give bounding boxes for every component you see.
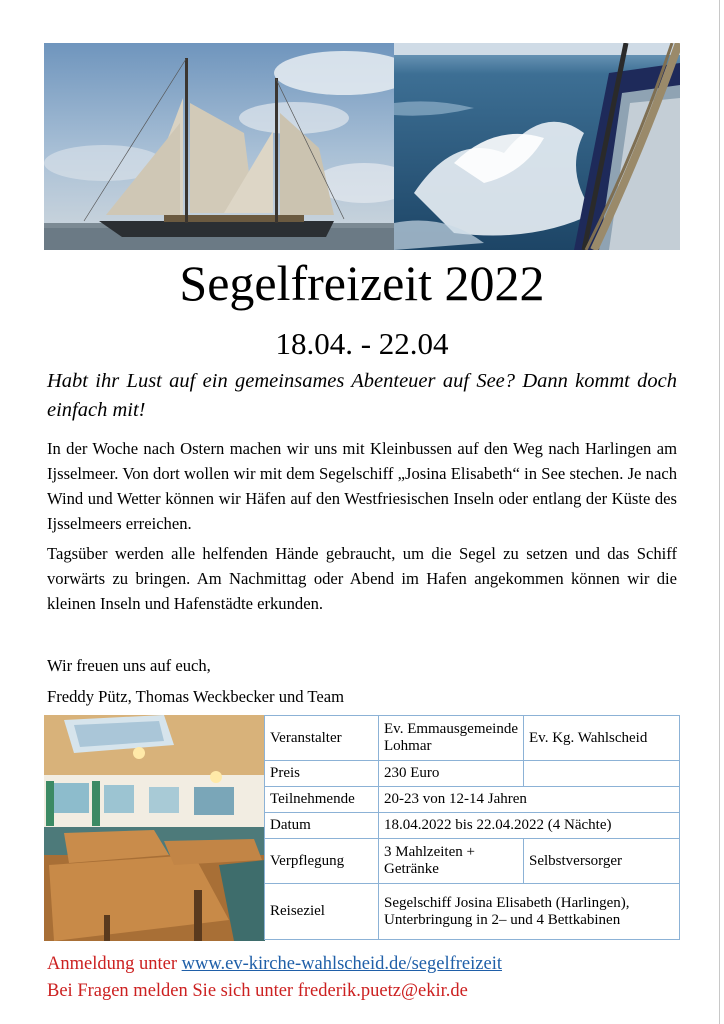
catering-label: Verpflegung xyxy=(265,839,379,884)
price-value: 230 Euro xyxy=(379,761,524,787)
registration-link[interactable]: www.ev-kirche-wahlscheid.de/segelfreizeit xyxy=(181,954,502,974)
description-paragraph: Tagsüber werden alle helfenden Hände gebraucht, um die Segel zu setzen und das Schiff vorwärts zu bringen. Am Nachmittag oder Abend im Hafen angekommen können wir die kleinen Inseln und Hafenstädte erkunden. xyxy=(47,544,677,613)
intro-text: Habt ihr Lust auf ein gemeinsames Abenteuer auf See? Dann kommt doch einfach mit! xyxy=(47,370,677,421)
contact-line: Bei Fragen melden Sie sich unter frederik.puetz@ekir.de xyxy=(47,981,468,1001)
participants-label: Teilnehmende xyxy=(265,787,379,813)
page-title: Segelfreizeit 2022 xyxy=(179,255,545,311)
participants-value: 20-23 von 12-14 Jahren xyxy=(379,787,680,813)
organizer-value: Ev. Emmausgemeinde Lohmar xyxy=(379,716,524,761)
table-row xyxy=(265,839,680,884)
date-label: Datum xyxy=(265,813,379,839)
ship-interior-photo xyxy=(44,715,265,941)
description-paragraph: In der Woche nach Ostern machen wir uns mit Kleinbussen auf den Weg nach Harlingen am Ijsselmeer. Von dort wollen wir mit dem Segelschiff „Josina Elisabeth“ in See stechen. Je nach Wind und Wetter können wir Häfen auf den Westfriesischen Inseln oder entlang der Küste des Ijsselmeers erreichen. xyxy=(47,439,677,533)
registration-line xyxy=(47,952,502,976)
signature: Freddy Pütz, Thomas Weckbecker und Team xyxy=(47,687,345,706)
table-row xyxy=(265,716,680,761)
trip-info-table xyxy=(264,715,680,940)
table-row xyxy=(265,761,680,787)
page-edge xyxy=(719,0,720,1024)
table-row xyxy=(265,813,680,839)
catering-value: 3 Mahlzeiten + Getränke xyxy=(379,839,524,884)
table-row xyxy=(265,787,680,813)
event-dates: 18.04. - 22.04 xyxy=(275,326,449,361)
organizer-value-2: Ev. Kg. Wahlscheid xyxy=(524,716,680,761)
price-label: Preis xyxy=(265,761,379,787)
destination-value: Segelschiff Josina Elisabeth (Harlingen), Unterbringung in 2– und 4 Bettkabinen xyxy=(379,884,680,940)
greeting: Wir freuen uns auf euch, xyxy=(47,656,211,675)
destination-label: Reiseziel xyxy=(265,884,379,940)
sailing-ship-photo xyxy=(44,43,394,250)
registration-prefix: Anmeldung unter xyxy=(47,954,182,974)
date-value: 18.04.2022 bis 22.04.2022 (4 Nächte) xyxy=(379,813,680,839)
catering-value-2: Selbstversorger xyxy=(524,839,680,884)
organizer-label: Veranstalter xyxy=(265,716,379,761)
empty-cell xyxy=(524,761,680,787)
ocean-waves-photo xyxy=(394,43,680,250)
table-row xyxy=(265,884,680,940)
